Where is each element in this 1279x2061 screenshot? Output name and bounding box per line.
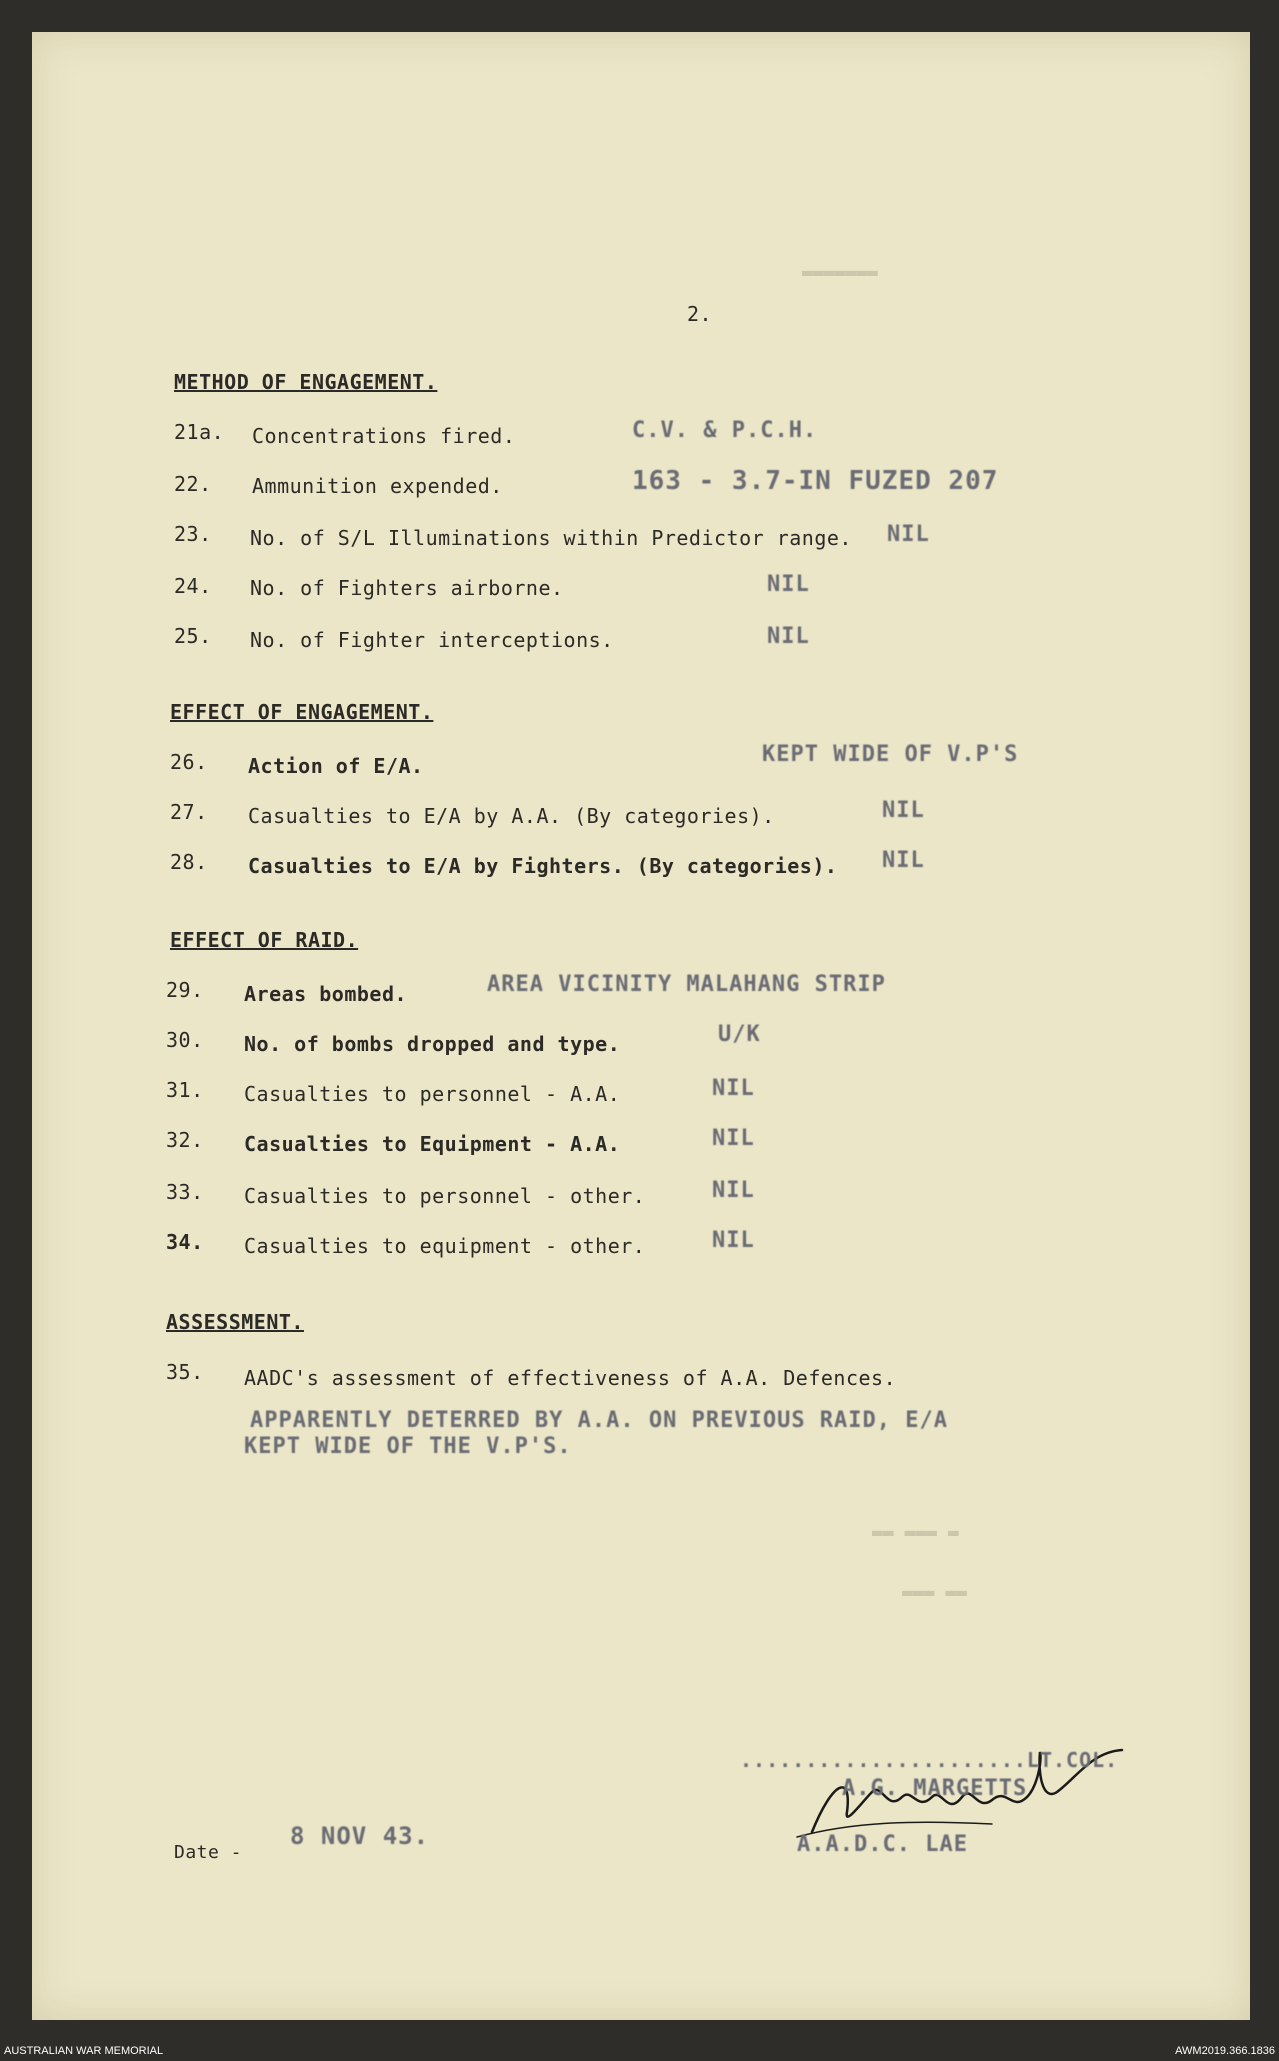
- item-label: Action of E/A.: [248, 754, 424, 778]
- signatory-position: A.A.D.C. LAE: [797, 1832, 968, 1857]
- item-value: NIL: [882, 798, 925, 823]
- item-label: AADC's assessment of effectiveness of A.A. Defences.: [244, 1366, 897, 1390]
- date-value: 8 NOV 43.: [290, 1822, 430, 1850]
- item-value: NIL: [712, 1178, 755, 1203]
- item-value: NIL: [767, 624, 810, 649]
- section-heading-effect-engagement: EFFECT OF ENGAGEMENT.: [170, 700, 434, 724]
- document-page: [32, 32, 1250, 2020]
- section-heading-method: METHOD OF ENGAGEMENT.: [174, 370, 438, 394]
- item-label: Ammunition expended.: [252, 474, 503, 498]
- item-number: 34.: [166, 1230, 204, 1254]
- bleed-through-mark: ▬▬ ▬▬▬ ▬: [872, 1522, 959, 1543]
- item-number: 31.: [166, 1078, 204, 1102]
- item-label: No. of bombs dropped and type.: [244, 1032, 621, 1056]
- item-number: 32.: [166, 1128, 204, 1152]
- item-number: 22.: [174, 472, 212, 496]
- item-label: Casualties to personnel - A.A.: [244, 1082, 621, 1106]
- item-label: Casualties to equipment - other.: [244, 1234, 646, 1258]
- item-label: No. of Fighter interceptions.: [250, 628, 614, 652]
- bleed-through-mark: ▬▬▬▬▬▬▬: [802, 262, 878, 283]
- item-number: 25.: [174, 624, 212, 648]
- item-number: 30.: [166, 1028, 204, 1052]
- item-number: 23.: [174, 522, 212, 546]
- item-value: NIL: [712, 1228, 755, 1253]
- item-number: 33.: [166, 1180, 204, 1204]
- footer-archive-id: AWM2019.366.1836: [1175, 2045, 1275, 2057]
- item-value: NIL: [767, 572, 810, 597]
- item-number: 27.: [170, 800, 208, 824]
- item-label: No. of S/L Illuminations within Predictor range.: [250, 526, 852, 550]
- item-value: NIL: [712, 1076, 755, 1101]
- bleed-through-mark: ▬▬▬ ▬▬: [902, 1582, 968, 1603]
- item-label: Casualties to E/A by A.A. (By categories).: [248, 804, 775, 828]
- item-label: Concentrations fired.: [252, 424, 516, 448]
- section-heading-assessment: ASSESSMENT.: [166, 1310, 304, 1334]
- item-value: KEPT WIDE OF V.P'S: [762, 742, 1019, 767]
- item-number: 24.: [174, 574, 212, 598]
- item-label: Areas bombed.: [244, 982, 408, 1006]
- item-number: 26.: [170, 750, 208, 774]
- footer-archive-label: AUSTRALIAN WAR MEMORIAL: [4, 2045, 164, 2057]
- item-value: AREA VICINITY MALAHANG STRIP: [487, 972, 886, 997]
- signatory-name: A.G. MARGETTS: [842, 1776, 1028, 1801]
- item-label: No. of Fighters airborne.: [250, 576, 564, 600]
- assessment-text-line2: KEPT WIDE OF THE V.P'S.: [244, 1434, 572, 1459]
- item-label: Casualties to personnel - other.: [244, 1184, 646, 1208]
- item-number: 29.: [166, 978, 204, 1002]
- page-number: 2.: [687, 302, 713, 326]
- section-heading-effect-raid: EFFECT OF RAID.: [170, 928, 359, 952]
- item-number: 35.: [166, 1360, 204, 1384]
- item-value: 163 - 3.7-IN FUZED 207: [632, 466, 999, 496]
- item-value: NIL: [887, 522, 930, 547]
- item-label: Casualties to Equipment - A.A.: [244, 1132, 621, 1156]
- assessment-text-line1: APPARENTLY DETERRED BY A.A. ON PREVIOUS RAID, E/A: [250, 1408, 949, 1433]
- date-label: Date -: [174, 1842, 243, 1863]
- item-label: Casualties to E/A by Fighters. (By categories).: [248, 854, 838, 878]
- item-value: C.V. & P.C.H.: [632, 418, 818, 443]
- item-value: NIL: [882, 848, 925, 873]
- item-value: NIL: [712, 1126, 755, 1151]
- signature-dots-rank: ......................LT.COL.: [740, 1748, 1119, 1772]
- item-value: U/K: [718, 1022, 761, 1047]
- item-number: 21a.: [174, 420, 225, 444]
- item-number: 28.: [170, 850, 208, 874]
